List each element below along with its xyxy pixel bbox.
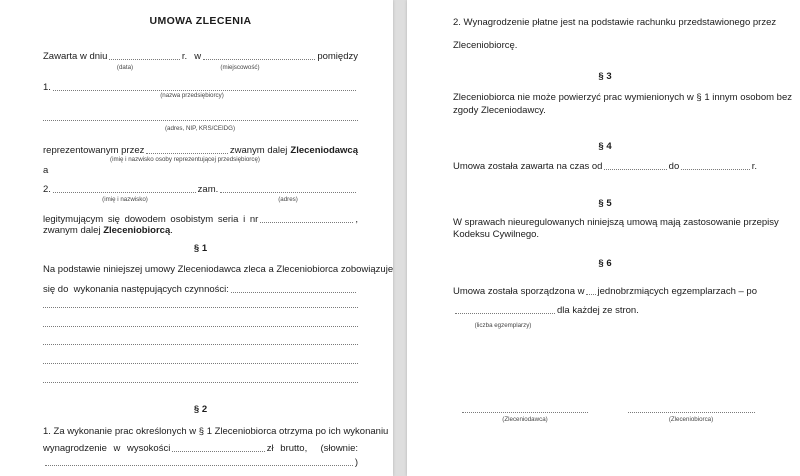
section-heading-2: § 2 [193,404,208,415]
intro-text-2: r. [181,51,188,62]
intro-text-4: pomiędzy [317,51,358,62]
section-heading-4: § 4 [598,141,612,152]
dotted-blank-tasks-3 [43,337,358,345]
dotted-blank-amount [172,451,264,452]
dotted-blank-tasks-0 [231,292,356,293]
party2-line [43,183,358,195]
dotted-blank-company [53,90,356,91]
label-date: (data) [116,64,134,71]
par2-line1: 1. Za wykonanie prac określonych w § 1 Zleceniobiorca otrzyma po ich wykonaniu [43,426,389,437]
par2-line2 [43,442,358,454]
intro-text-1: Zawarta w dniu [43,51,108,62]
par5-line1: W sprawach nieuregulowanych niniejszą umową mają zastosowanie przepisy [453,217,779,228]
called-period: . [170,225,173,236]
dotted-blank-tasks-2 [43,319,358,327]
id-card-line [43,213,358,225]
intro-line [43,50,358,62]
par6-text-2: jednobrzmiących egzemplarzach – po [597,286,757,297]
page-2 [407,0,800,476]
label-copies-count: (liczba egzemplarzy) [474,322,532,329]
par1-line1: Na podstawie niniejszej umowy Zleceniodawca zleca a Zleceniobiorca zobowiązuje [43,264,394,275]
signature-label-zleceniodawca: (Zleceniodawca) [502,416,548,423]
par5-line2: Kodeksu Cywilnego. [453,229,540,240]
par6-text-3: dla każdej ze stron. [557,305,639,316]
par6-text-1: Umowa została sporządzona w [453,286,585,297]
dotted-blank-copies [586,294,595,295]
section-heading-6: § 6 [598,258,612,269]
dotted-blank-person-address [220,192,356,193]
label-place: (miejscowość) [220,64,260,71]
section-heading-5: § 5 [598,198,612,209]
par6-line2 [453,304,757,316]
par4-text-r: r. [751,161,757,172]
par2-close-paren: ) [354,457,358,468]
id-card-text: legitymującym się dowodem osobistym seria i nr [43,214,259,225]
par4-text-from: Umowa została zawarta na czas od [453,161,603,172]
dotted-blank-tasks-4 [43,356,358,364]
par1-line2 [43,283,358,295]
label-person-address: (adres) [278,196,298,203]
label-address-nip: (adres, NIP, KRS/CEIDG) [164,125,236,132]
par2-line2-text-a: wynagrodzenie w wysokości [43,443,171,454]
label-representative: (imię i nazwisko osoby reprezentującej przedsiębiorcę) [110,156,260,163]
par2-line3 [43,456,358,468]
party2-number: 2. [43,184,51,195]
par4-text-to: do [668,161,680,172]
par2-line2-text-b: zł brutto, (słownie: [266,443,358,454]
par2-cont-line1: 2. Wynagrodzenie płatne jest na podstawie rachunku przedstawionego przez [453,17,777,28]
dotted-blank-date-to [681,169,749,170]
party-name-zleceniodawca: Zleceniodawcą [290,145,358,156]
dotted-blank-address [43,113,358,121]
document-title: UMOWA ZLECENIA [149,15,252,27]
dotted-blank-place [203,59,315,60]
label-person-name: (imię i nazwisko) [102,196,148,203]
section-heading-3: § 3 [598,71,612,82]
section-heading-1: § 1 [193,243,208,254]
par6-line1 [453,285,757,297]
representative-text-1: reprezentowanym przez [43,145,145,156]
par4-duration-line [453,160,757,172]
dotted-blank-date [109,59,180,60]
par3-line2: zgody Zleceniodawcy. [453,105,546,116]
id-card-comma: , [355,214,358,225]
dotted-blank-tasks-5 [43,375,358,383]
conjunction-a: a [43,165,49,176]
dotted-blank-amount-words [45,465,353,466]
party2-zam: zam. [197,184,219,195]
dotted-blank-person-name [53,192,196,193]
representative-text-2: zwanym dalej [229,145,288,156]
representative-line [43,144,358,156]
signature-label-zleceniobiorca: (Zleceniobiorca) [668,416,714,423]
dotted-blank-copies-2 [455,313,555,314]
signature-line-zleceniobiorca [628,406,755,413]
page-1 [0,0,393,476]
label-company-name: (nazwa przedsiębiorcy) [160,92,224,99]
called-zleceniobiorca-line [43,225,358,236]
par2-cont-line2: Zleceniobiorcę. [453,40,518,51]
dotted-blank-tasks-1 [43,300,358,308]
dotted-blank-id-number [260,222,353,223]
signature-line-zleceniodawca [462,406,588,413]
party-name-zleceniobiorca: Zleceniobiorcą [103,225,171,236]
par3-line1: Zleceniobiorca nie może powierzyć prac wymienionych w § 1 innym osobom bez [453,92,792,103]
par1-line2-text: się do wykonania następujących czynności: [43,284,229,295]
party1-number: 1. [43,82,51,93]
dotted-blank-representative [146,153,227,154]
dotted-blank-date-from [604,169,666,170]
intro-text-3: w [194,51,202,62]
called-text: zwanym dalej [43,225,101,236]
